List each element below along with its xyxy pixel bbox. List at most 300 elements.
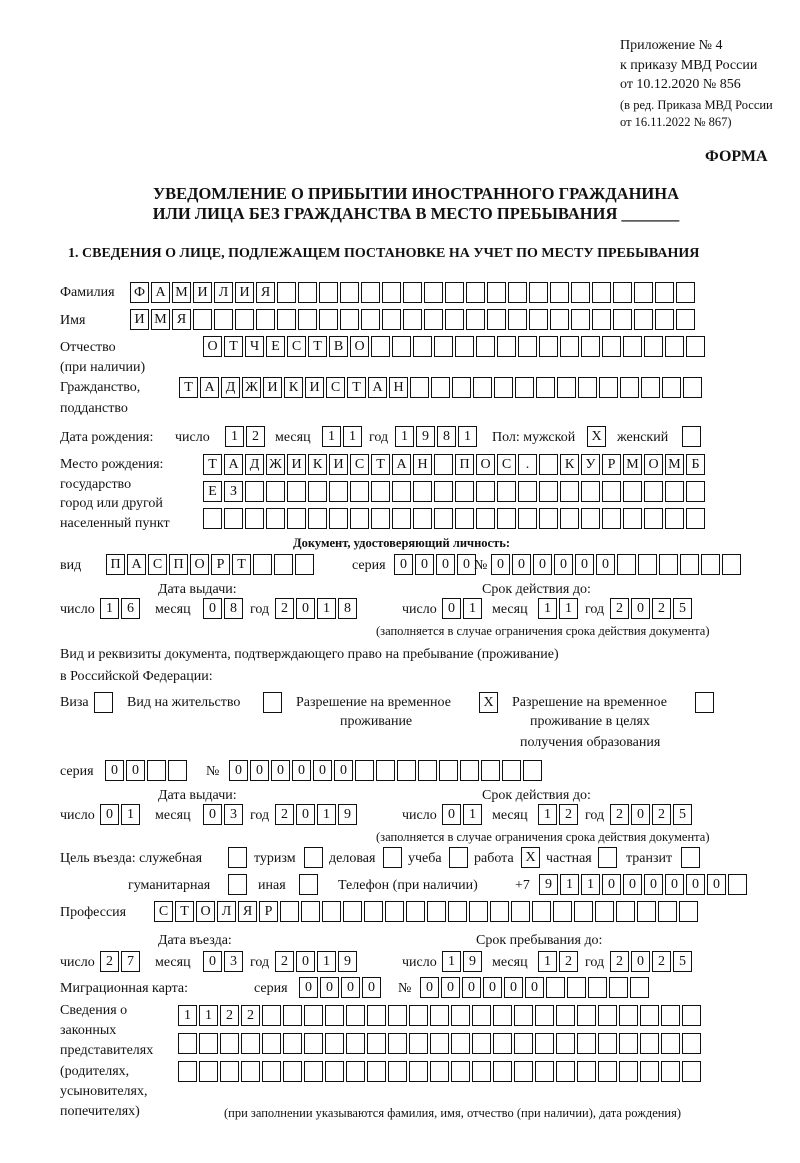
char-cell[interactable] [283, 1005, 302, 1026]
visa-checkbox[interactable] [94, 692, 115, 714]
char-cell[interactable]: 0 [631, 951, 650, 972]
char-cell[interactable]: О [644, 454, 663, 475]
id-number-cells[interactable] [491, 554, 743, 576]
char-cell[interactable] [409, 1005, 428, 1026]
char-cell[interactable]: 5 [673, 951, 692, 972]
char-cell[interactable] [424, 309, 443, 330]
char-cell[interactable] [413, 508, 432, 529]
char-cell[interactable] [382, 309, 401, 330]
char-cell[interactable] [220, 1061, 239, 1082]
char-cell[interactable] [598, 1061, 617, 1082]
char-cell[interactable]: С [497, 454, 516, 475]
char-cell[interactable]: 2 [559, 804, 578, 825]
char-cell[interactable] [577, 1061, 596, 1082]
purpose-transit-checkbox[interactable] [681, 847, 702, 869]
char-cell[interactable] [346, 1033, 365, 1054]
char-cell[interactable]: 1 [463, 804, 482, 825]
char-cell[interactable]: 0 [665, 874, 684, 895]
char-cell[interactable] [241, 1061, 260, 1082]
char-cell[interactable]: 2 [241, 1005, 260, 1026]
char-cell[interactable] [199, 1033, 218, 1054]
char-cell[interactable] [322, 901, 341, 922]
char-cell[interactable]: 0 [296, 951, 315, 972]
char-cell[interactable] [560, 481, 579, 502]
char-cell[interactable] [410, 377, 429, 398]
char-cell[interactable] [476, 481, 495, 502]
char-cell[interactable]: Я [172, 309, 191, 330]
char-cell[interactable]: 0 [533, 554, 552, 575]
char-cell[interactable]: 0 [631, 598, 650, 619]
char-cell[interactable] [682, 1033, 701, 1054]
char-cell[interactable]: 2 [610, 951, 629, 972]
char-cell[interactable] [298, 282, 317, 303]
char-cell[interactable] [556, 1005, 575, 1026]
char-cell[interactable] [329, 508, 348, 529]
char-cell[interactable]: 0 [575, 554, 594, 575]
stay-valid-year-cells[interactable] [610, 804, 694, 826]
char-cell[interactable] [578, 377, 597, 398]
char-cell[interactable] [481, 760, 500, 781]
char-cell[interactable]: 0 [296, 598, 315, 619]
char-cell[interactable] [681, 847, 700, 868]
birth-month-cells[interactable] [322, 426, 364, 448]
char-cell[interactable] [619, 1005, 638, 1026]
char-cell[interactable]: Б [686, 454, 705, 475]
char-cell[interactable] [514, 1033, 533, 1054]
char-cell[interactable] [557, 377, 576, 398]
char-cell[interactable] [602, 336, 621, 357]
char-cell[interactable] [581, 481, 600, 502]
char-cell[interactable] [508, 282, 527, 303]
char-cell[interactable]: 2 [220, 1005, 239, 1026]
char-cell[interactable] [235, 309, 254, 330]
char-cell[interactable] [588, 977, 607, 998]
char-cell[interactable] [655, 309, 674, 330]
char-cell[interactable] [682, 426, 701, 447]
char-cell[interactable]: Ч [245, 336, 264, 357]
surname-cells[interactable] [130, 282, 697, 304]
char-cell[interactable] [308, 481, 327, 502]
char-cell[interactable]: 1 [442, 951, 461, 972]
char-cell[interactable] [262, 1033, 281, 1054]
char-cell[interactable] [523, 760, 542, 781]
char-cell[interactable] [449, 847, 468, 868]
char-cell[interactable] [298, 309, 317, 330]
char-cell[interactable] [262, 1005, 281, 1026]
char-cell[interactable] [287, 508, 306, 529]
char-cell[interactable] [376, 760, 395, 781]
char-cell[interactable] [434, 481, 453, 502]
char-cell[interactable]: 0 [707, 874, 726, 895]
char-cell[interactable]: 1 [343, 426, 362, 447]
id-issue-day-cells[interactable] [100, 598, 142, 620]
char-cell[interactable]: П [455, 454, 474, 475]
char-cell[interactable]: 0 [596, 554, 615, 575]
char-cell[interactable] [266, 508, 285, 529]
char-cell[interactable]: 0 [686, 874, 705, 895]
char-cell[interactable]: И [305, 377, 324, 398]
char-cell[interactable] [550, 309, 569, 330]
char-cell[interactable]: 0 [436, 554, 455, 575]
char-cell[interactable] [382, 282, 401, 303]
char-cell[interactable]: 2 [275, 951, 294, 972]
char-cell[interactable] [329, 481, 348, 502]
char-cell[interactable] [619, 1033, 638, 1054]
char-cell[interactable] [350, 508, 369, 529]
char-cell[interactable]: 8 [338, 598, 357, 619]
char-cell[interactable] [728, 874, 747, 895]
reps-cells-2[interactable] [178, 1033, 703, 1055]
char-cell[interactable] [536, 377, 555, 398]
patronymic-cells[interactable] [203, 336, 707, 358]
temp-edu-checkbox[interactable] [695, 692, 716, 714]
char-cell[interactable] [418, 760, 437, 781]
char-cell[interactable]: Т [308, 336, 327, 357]
char-cell[interactable] [455, 508, 474, 529]
char-cell[interactable]: 2 [610, 804, 629, 825]
phone-cells[interactable] [539, 874, 749, 896]
char-cell[interactable] [472, 1005, 491, 1026]
char-cell[interactable]: 1 [538, 598, 557, 619]
char-cell[interactable]: Н [389, 377, 408, 398]
char-cell[interactable]: 0 [394, 554, 413, 575]
char-cell[interactable] [385, 901, 404, 922]
reps-cells-3[interactable] [178, 1061, 703, 1083]
char-cell[interactable] [487, 309, 506, 330]
char-cell[interactable] [494, 377, 513, 398]
char-cell[interactable] [602, 508, 621, 529]
char-cell[interactable] [599, 377, 618, 398]
char-cell[interactable]: 0 [100, 804, 119, 825]
char-cell[interactable]: И [130, 309, 149, 330]
char-cell[interactable]: З [224, 481, 243, 502]
char-cell[interactable]: Т [371, 454, 390, 475]
char-cell[interactable] [574, 901, 593, 922]
char-cell[interactable] [266, 481, 285, 502]
char-cell[interactable] [623, 508, 642, 529]
char-cell[interactable] [283, 1061, 302, 1082]
char-cell[interactable] [460, 760, 479, 781]
char-cell[interactable] [655, 282, 674, 303]
char-cell[interactable]: 0 [420, 977, 439, 998]
char-cell[interactable]: 0 [203, 804, 222, 825]
char-cell[interactable] [683, 377, 702, 398]
profession-cells[interactable] [154, 901, 700, 923]
char-cell[interactable] [560, 336, 579, 357]
char-cell[interactable]: Т [224, 336, 243, 357]
char-cell[interactable]: Ж [242, 377, 261, 398]
char-cell[interactable]: С [148, 554, 167, 575]
char-cell[interactable] [445, 282, 464, 303]
char-cell[interactable] [228, 874, 247, 895]
char-cell[interactable] [343, 901, 362, 922]
char-cell[interactable]: Я [256, 282, 275, 303]
char-cell[interactable]: К [284, 377, 303, 398]
char-cell[interactable] [434, 508, 453, 529]
char-cell[interactable]: Е [266, 336, 285, 357]
char-cell[interactable] [274, 554, 293, 575]
char-cell[interactable] [644, 336, 663, 357]
citizenship-cells[interactable] [179, 377, 704, 399]
char-cell[interactable]: 5 [673, 804, 692, 825]
char-cell[interactable] [304, 847, 323, 868]
char-cell[interactable] [661, 1033, 680, 1054]
char-cell[interactable]: 1 [178, 1005, 197, 1026]
char-cell[interactable]: 2 [652, 598, 671, 619]
birth-year-cells[interactable] [395, 426, 479, 448]
char-cell[interactable]: Ж [266, 454, 285, 475]
purpose-business-checkbox[interactable] [383, 847, 404, 869]
char-cell[interactable] [640, 1005, 659, 1026]
char-cell[interactable]: А [200, 377, 219, 398]
char-cell[interactable]: Л [217, 901, 236, 922]
stay-series-cells[interactable] [105, 760, 189, 782]
char-cell[interactable] [388, 1033, 407, 1054]
char-cell[interactable]: У [581, 454, 600, 475]
char-cell[interactable] [581, 336, 600, 357]
char-cell[interactable] [640, 1033, 659, 1054]
char-cell[interactable] [487, 282, 506, 303]
char-cell[interactable]: 0 [457, 554, 476, 575]
char-cell[interactable] [451, 1005, 470, 1026]
char-cell[interactable]: И [329, 454, 348, 475]
char-cell[interactable]: К [560, 454, 579, 475]
char-cell[interactable] [168, 760, 187, 781]
char-cell[interactable] [571, 282, 590, 303]
char-cell[interactable] [228, 847, 247, 868]
char-cell[interactable]: 5 [673, 598, 692, 619]
char-cell[interactable] [598, 1005, 617, 1026]
char-cell[interactable] [539, 508, 558, 529]
char-cell[interactable] [371, 481, 390, 502]
stay-until-year-cells[interactable] [610, 951, 694, 973]
sex-female-checkbox[interactable] [682, 426, 703, 448]
char-cell[interactable] [308, 508, 327, 529]
char-cell[interactable]: 0 [296, 804, 315, 825]
char-cell[interactable] [403, 282, 422, 303]
char-cell[interactable]: И [263, 377, 282, 398]
char-cell[interactable] [287, 481, 306, 502]
id-issue-month-cells[interactable] [203, 598, 245, 620]
char-cell[interactable] [245, 508, 264, 529]
char-cell[interactable] [455, 336, 474, 357]
purpose-official-checkbox[interactable] [228, 847, 249, 869]
char-cell[interactable] [497, 336, 516, 357]
char-cell[interactable]: 0 [250, 760, 269, 781]
char-cell[interactable]: 0 [313, 760, 332, 781]
char-cell[interactable] [535, 1033, 554, 1054]
char-cell[interactable] [409, 1061, 428, 1082]
char-cell[interactable] [476, 508, 495, 529]
char-cell[interactable] [445, 309, 464, 330]
char-cell[interactable] [613, 282, 632, 303]
char-cell[interactable] [535, 1061, 554, 1082]
char-cell[interactable] [319, 309, 338, 330]
char-cell[interactable] [383, 847, 402, 868]
char-cell[interactable]: О [203, 336, 222, 357]
char-cell[interactable] [686, 508, 705, 529]
char-cell[interactable] [388, 1005, 407, 1026]
char-cell[interactable]: П [106, 554, 125, 575]
char-cell[interactable] [346, 1061, 365, 1082]
char-cell[interactable]: 2 [275, 598, 294, 619]
char-cell[interactable] [301, 901, 320, 922]
char-cell[interactable] [178, 1033, 197, 1054]
char-cell[interactable]: 9 [416, 426, 435, 447]
char-cell[interactable]: 9 [463, 951, 482, 972]
char-cell[interactable] [466, 309, 485, 330]
char-cell[interactable] [695, 692, 714, 713]
id-valid-day-cells[interactable] [442, 598, 484, 620]
char-cell[interactable]: Л [214, 282, 233, 303]
char-cell[interactable] [640, 1061, 659, 1082]
char-cell[interactable] [617, 554, 636, 575]
char-cell[interactable] [644, 508, 663, 529]
char-cell[interactable] [609, 977, 628, 998]
char-cell[interactable] [466, 282, 485, 303]
char-cell[interactable] [613, 309, 632, 330]
char-cell[interactable] [644, 481, 663, 502]
char-cell[interactable] [295, 554, 314, 575]
stay-issue-month-cells[interactable] [203, 804, 245, 826]
char-cell[interactable]: В [329, 336, 348, 357]
char-cell[interactable]: О [350, 336, 369, 357]
char-cell[interactable]: 9 [338, 804, 357, 825]
char-cell[interactable]: 0 [299, 977, 318, 998]
char-cell[interactable]: С [154, 901, 173, 922]
birth-day-cells[interactable] [225, 426, 267, 448]
char-cell[interactable]: 2 [246, 426, 265, 447]
sex-male-checkbox[interactable] [587, 426, 608, 448]
char-cell[interactable]: Т [175, 901, 194, 922]
char-cell[interactable] [340, 309, 359, 330]
char-cell[interactable] [676, 282, 695, 303]
char-cell[interactable] [448, 901, 467, 922]
char-cell[interactable] [638, 554, 657, 575]
char-cell[interactable] [245, 481, 264, 502]
name-cells[interactable] [130, 309, 697, 331]
migration-series-cells[interactable] [299, 977, 383, 999]
char-cell[interactable] [665, 336, 684, 357]
char-cell[interactable]: Я [238, 901, 257, 922]
char-cell[interactable] [493, 1033, 512, 1054]
char-cell[interactable]: 1 [538, 804, 557, 825]
char-cell[interactable] [430, 1005, 449, 1026]
char-cell[interactable]: 0 [362, 977, 381, 998]
char-cell[interactable] [686, 481, 705, 502]
char-cell[interactable] [361, 282, 380, 303]
char-cell[interactable] [413, 481, 432, 502]
char-cell[interactable]: 2 [652, 951, 671, 972]
char-cell[interactable]: М [623, 454, 642, 475]
char-cell[interactable]: 0 [525, 977, 544, 998]
char-cell[interactable] [277, 309, 296, 330]
char-cell[interactable] [241, 1033, 260, 1054]
char-cell[interactable] [661, 1061, 680, 1082]
char-cell[interactable] [350, 481, 369, 502]
char-cell[interactable] [535, 1005, 554, 1026]
char-cell[interactable] [263, 692, 282, 713]
char-cell[interactable] [623, 481, 642, 502]
char-cell[interactable]: 1 [225, 426, 244, 447]
char-cell[interactable] [325, 1005, 344, 1026]
char-cell[interactable]: 0 [623, 874, 642, 895]
char-cell[interactable] [560, 508, 579, 529]
char-cell[interactable] [630, 977, 649, 998]
char-cell[interactable]: 9 [338, 951, 357, 972]
char-cell[interactable]: Е [203, 481, 222, 502]
char-cell[interactable] [452, 377, 471, 398]
char-cell[interactable]: 0 [105, 760, 124, 781]
char-cell[interactable] [340, 282, 359, 303]
char-cell[interactable] [147, 760, 166, 781]
char-cell[interactable]: 0 [631, 804, 650, 825]
char-cell[interactable]: 3 [224, 951, 243, 972]
char-cell[interactable] [325, 1061, 344, 1082]
char-cell[interactable]: Д [245, 454, 264, 475]
char-cell[interactable]: 0 [602, 874, 621, 895]
residence-permit-checkbox[interactable] [263, 692, 284, 714]
char-cell[interactable] [367, 1033, 386, 1054]
char-cell[interactable]: 1 [538, 951, 557, 972]
char-cell[interactable]: Р [602, 454, 621, 475]
char-cell[interactable] [367, 1061, 386, 1082]
char-cell[interactable]: 0 [415, 554, 434, 575]
char-cell[interactable]: А [151, 282, 170, 303]
char-cell[interactable] [529, 282, 548, 303]
char-cell[interactable]: 2 [610, 598, 629, 619]
char-cell[interactable]: Р [259, 901, 278, 922]
char-cell[interactable]: 2 [275, 804, 294, 825]
char-cell[interactable]: С [287, 336, 306, 357]
char-cell[interactable]: 0 [341, 977, 360, 998]
char-cell[interactable]: X [479, 692, 498, 713]
char-cell[interactable] [431, 377, 450, 398]
reps-cells-1[interactable] [178, 1005, 703, 1027]
char-cell[interactable] [567, 977, 586, 998]
char-cell[interactable] [299, 874, 318, 895]
char-cell[interactable]: 9 [539, 874, 558, 895]
char-cell[interactable] [397, 760, 416, 781]
char-cell[interactable]: 1 [199, 1005, 218, 1026]
char-cell[interactable]: А [368, 377, 387, 398]
char-cell[interactable] [641, 377, 660, 398]
char-cell[interactable] [392, 481, 411, 502]
char-cell[interactable] [637, 901, 656, 922]
char-cell[interactable] [256, 309, 275, 330]
birthplace-cells-2[interactable] [203, 481, 707, 503]
char-cell[interactable] [214, 309, 233, 330]
char-cell[interactable]: А [392, 454, 411, 475]
char-cell[interactable]: О [190, 554, 209, 575]
char-cell[interactable]: 0 [442, 598, 461, 619]
char-cell[interactable] [571, 309, 590, 330]
char-cell[interactable]: К [308, 454, 327, 475]
char-cell[interactable]: 3 [224, 804, 243, 825]
char-cell[interactable]: С [350, 454, 369, 475]
char-cell[interactable]: 0 [554, 554, 573, 575]
purpose-private-checkbox[interactable] [598, 847, 619, 869]
char-cell[interactable] [283, 1033, 302, 1054]
char-cell[interactable]: 0 [441, 977, 460, 998]
stay-valid-day-cells[interactable] [442, 804, 484, 826]
char-cell[interactable] [577, 1005, 596, 1026]
char-cell[interactable] [556, 1033, 575, 1054]
char-cell[interactable] [472, 1033, 491, 1054]
purpose-study-checkbox[interactable] [449, 847, 470, 869]
char-cell[interactable] [371, 508, 390, 529]
char-cell[interactable] [577, 1033, 596, 1054]
